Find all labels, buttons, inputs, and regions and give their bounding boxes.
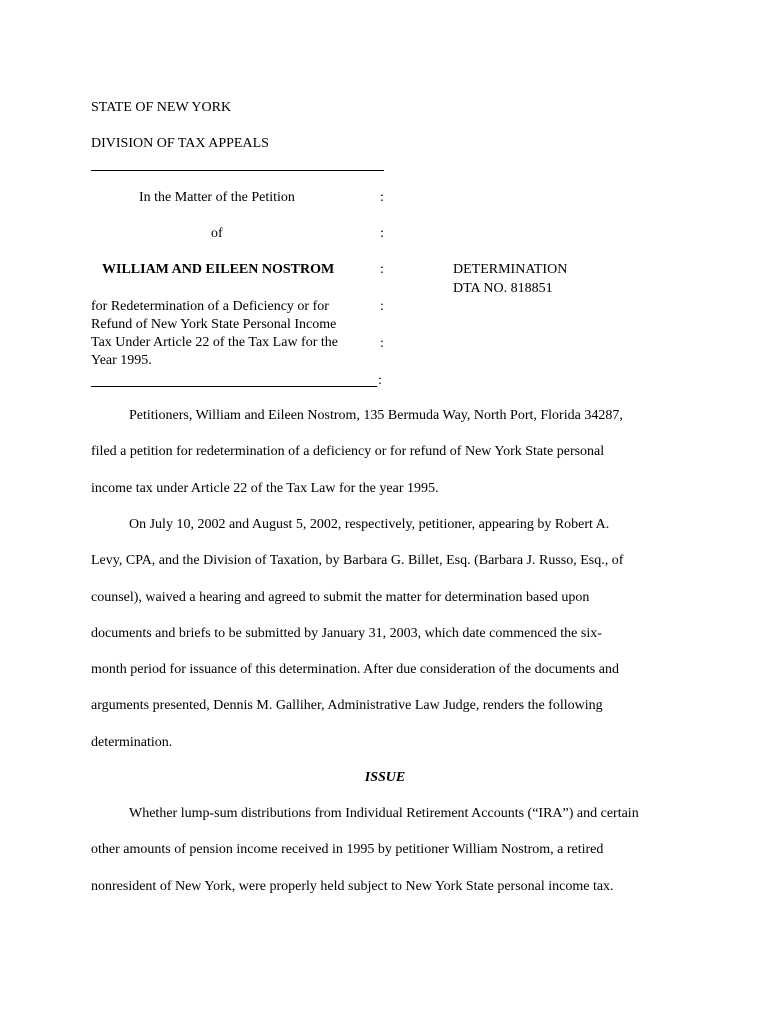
caption-of: of — [211, 226, 223, 241]
paragraph-line: Levy, CPA, and the Division of Taxation, by Barbara G. Billet, Esq. (Barbara J. Russo, Esq., of — [91, 553, 624, 569]
paragraph-line: nonresident of New York, were properly held subject to New York State personal income tax. — [91, 878, 614, 894]
caption-colon: : — [378, 373, 382, 388]
paragraph-line: filed a petition for redetermination of a deficiency or for refund of New York State personal — [91, 444, 605, 460]
caption-colon: : — [380, 262, 384, 277]
caption-matter: In the Matter of the Petition — [139, 190, 295, 205]
paragraph-line: arguments presented, Dennis M. Galliher, Administrative Law Judge, renders the following — [91, 698, 603, 714]
paragraph-line: counsel), waived a hearing and agreed to submit the matter for determination based upon — [91, 589, 590, 605]
paragraph-line: Whether lump-sum distributions from Individual Retirement Accounts (“IRA”) and certain — [129, 806, 639, 821]
petitioner-names: WILLIAM AND EILEEN NOSTROM — [102, 262, 335, 277]
paragraph-line: month period for issuance of this determination. After due consideration of the documents and — [91, 662, 619, 678]
paragraph-line: Petitioners, William and Eileen Nostrom, 135 Bermuda Way, North Port, Florida 34287, — [129, 408, 623, 423]
paragraph-line: income tax under Article 22 of the Tax Law for the year 1995. — [91, 480, 439, 496]
paragraph-line: determination. — [91, 734, 173, 750]
paragraph-line: other amounts of pension income received in 1995 by petitioner William Nostrom, a retired — [91, 842, 604, 858]
caption-bottom-rule — [91, 386, 377, 387]
paragraph-line: On July 10, 2002 and August 5, 2002, respectively, petitioner, appearing by Robert A. — [129, 517, 610, 532]
caption-purpose-line: Tax Under Article 22 of the Tax Law for the — [91, 335, 338, 350]
caption-purpose — [91, 298, 376, 370]
paragraph-issue — [91, 796, 691, 905]
paragraph-procedure — [91, 507, 691, 761]
state-heading: STATE OF NEW YORK — [91, 100, 232, 115]
caption-purpose-line: for Redetermination of a Deficiency or for — [91, 299, 329, 314]
caption-top-rule — [91, 170, 384, 171]
caption-colon: : — [380, 190, 384, 205]
dta-number: DTA NO. 818851 — [453, 281, 553, 296]
caption-colon: : — [380, 336, 384, 351]
issue-heading: ISSUE — [364, 770, 406, 785]
caption-purpose-line: Year 1995. — [91, 353, 152, 368]
caption-purpose-line: Refund of New York State Personal Income — [91, 317, 337, 332]
paragraph-line: documents and briefs to be submitted by January 31, 2003, which date commenced the six- — [91, 625, 602, 641]
determination-label: DETERMINATION — [453, 262, 568, 277]
caption-colon: : — [380, 226, 384, 241]
caption-colon: : — [380, 299, 384, 314]
paragraph-petitioners — [91, 398, 691, 507]
division-heading: DIVISION OF TAX APPEALS — [91, 136, 269, 151]
